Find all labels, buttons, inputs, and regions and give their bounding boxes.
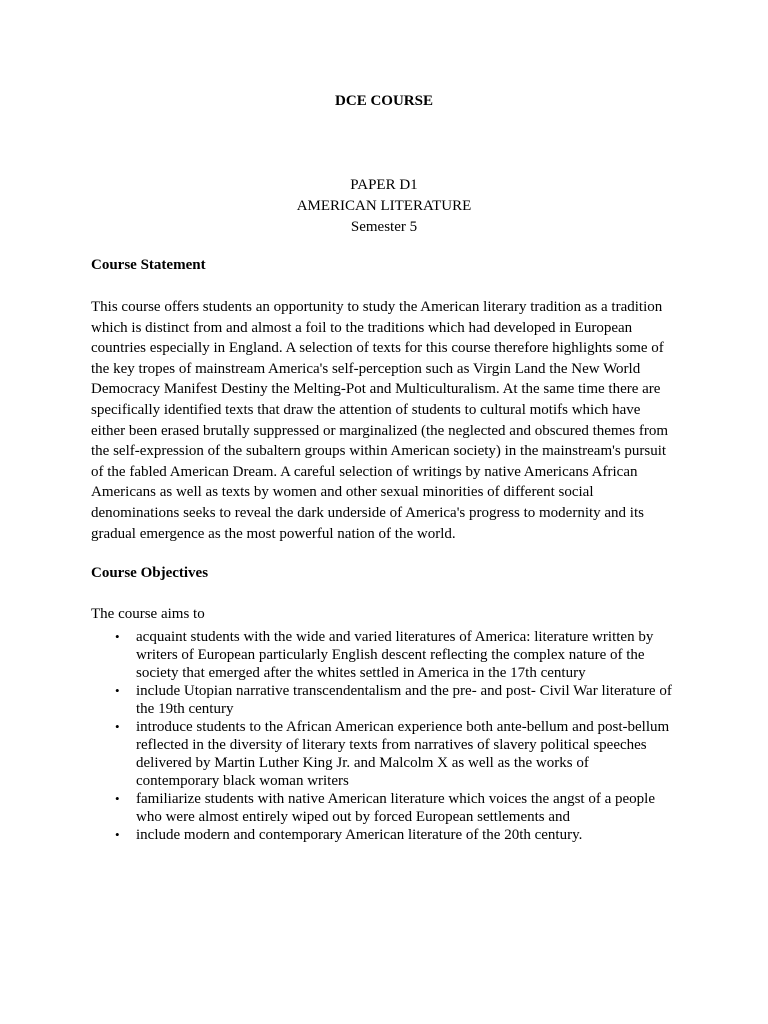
paragraph-line: Americans as well as texts by women and other sexual minorities of different social <box>91 484 594 501</box>
course-objectives-heading: Course Objectives <box>91 565 209 581</box>
list-item-line: reflected in the diversity of literary texts from narratives of slavery political speeches <box>136 737 647 753</box>
paragraph-line: Democracy Manifest Destiny the Melting-Pot and Multiculturalism. At the same time there are <box>91 381 661 398</box>
list-item-line: include modern and contemporary American literature of the 20th century. <box>136 827 583 843</box>
paragraph-line: either been erased brutally suppressed or marginalized (the neglected and obscured themes from <box>91 422 669 439</box>
list-item-line: familiarize students with native American literature which voices the angst of a people <box>136 791 655 807</box>
bullet-icon: • <box>115 719 120 734</box>
paper-subject: AMERICAN LITERATURE <box>296 198 472 214</box>
list-item <box>91 790 691 826</box>
list-item-line: the 19th century <box>136 701 234 717</box>
bullet-icon: • <box>115 827 120 842</box>
list-item-line: contemporary black woman writers <box>136 773 349 789</box>
list-item <box>91 682 691 718</box>
paragraph-line: of the fabled American Dream. A careful selection of writings by native Americans African <box>91 463 638 480</box>
list-item <box>91 826 691 844</box>
bullet-icon: • <box>115 791 120 806</box>
paragraph-line: gradual emergence as the most powerful nation of the world. <box>91 525 456 542</box>
objectives-intro: The course aims to <box>91 606 205 622</box>
bullet-icon: • <box>115 683 120 698</box>
list-item-line: society that emerged after the whites settled in America in the 17th century <box>136 665 586 681</box>
paragraph-line: the key tropes of mainstream America's self-perception such as Virgin Land the New World <box>91 360 641 377</box>
paragraph-line: countries especially in England. A selection of texts for this course therefore highlights some of <box>91 340 664 357</box>
list-item-line: introduce students to the African American experience both ante-bellum and post-bellum <box>136 719 670 735</box>
list-item-line: who were almost entirely wiped out by forced European settlements and <box>136 809 571 825</box>
course-statement-heading: Course Statement <box>91 257 206 273</box>
list-item-line: delivered by Martin Luther King Jr. and Malcolm X as well as the works of <box>136 755 589 771</box>
list-item <box>91 628 691 682</box>
paragraph-line: specifically identified texts that draw the attention of students to cultural motifs which have <box>91 401 641 418</box>
paper-code: PAPER D1 <box>350 177 418 193</box>
paragraph-line: denominations seeks to reveal the dark underside of America's progress to modernity and its <box>91 504 644 521</box>
bullet-icon: • <box>115 629 120 644</box>
course-statement-paragraph <box>91 297 681 544</box>
paragraph-line: the self-expression of the subaltern groups within American society) in the mainstream's pursuit <box>91 443 667 460</box>
paragraph-line: This course offers students an opportunity to study the American literary tradition as a tradition <box>91 299 663 315</box>
objectives-list <box>91 628 691 844</box>
paragraph-line: which is distinct from and almost a foil to the traditions which had developed in European <box>91 319 633 336</box>
list-item-line: include Utopian narrative transcendentalism and the pre- and post- Civil War literature of <box>136 683 672 699</box>
list-item-line: acquaint students with the wide and varied literatures of America: literature written by <box>136 629 654 645</box>
document-title: DCE COURSE <box>335 93 433 109</box>
paper-info <box>0 175 768 238</box>
paper-semester: Semester 5 <box>350 219 418 235</box>
list-item <box>91 718 691 790</box>
list-item-line: writers of European particularly English descent reflecting the complex nature of the <box>136 647 645 663</box>
